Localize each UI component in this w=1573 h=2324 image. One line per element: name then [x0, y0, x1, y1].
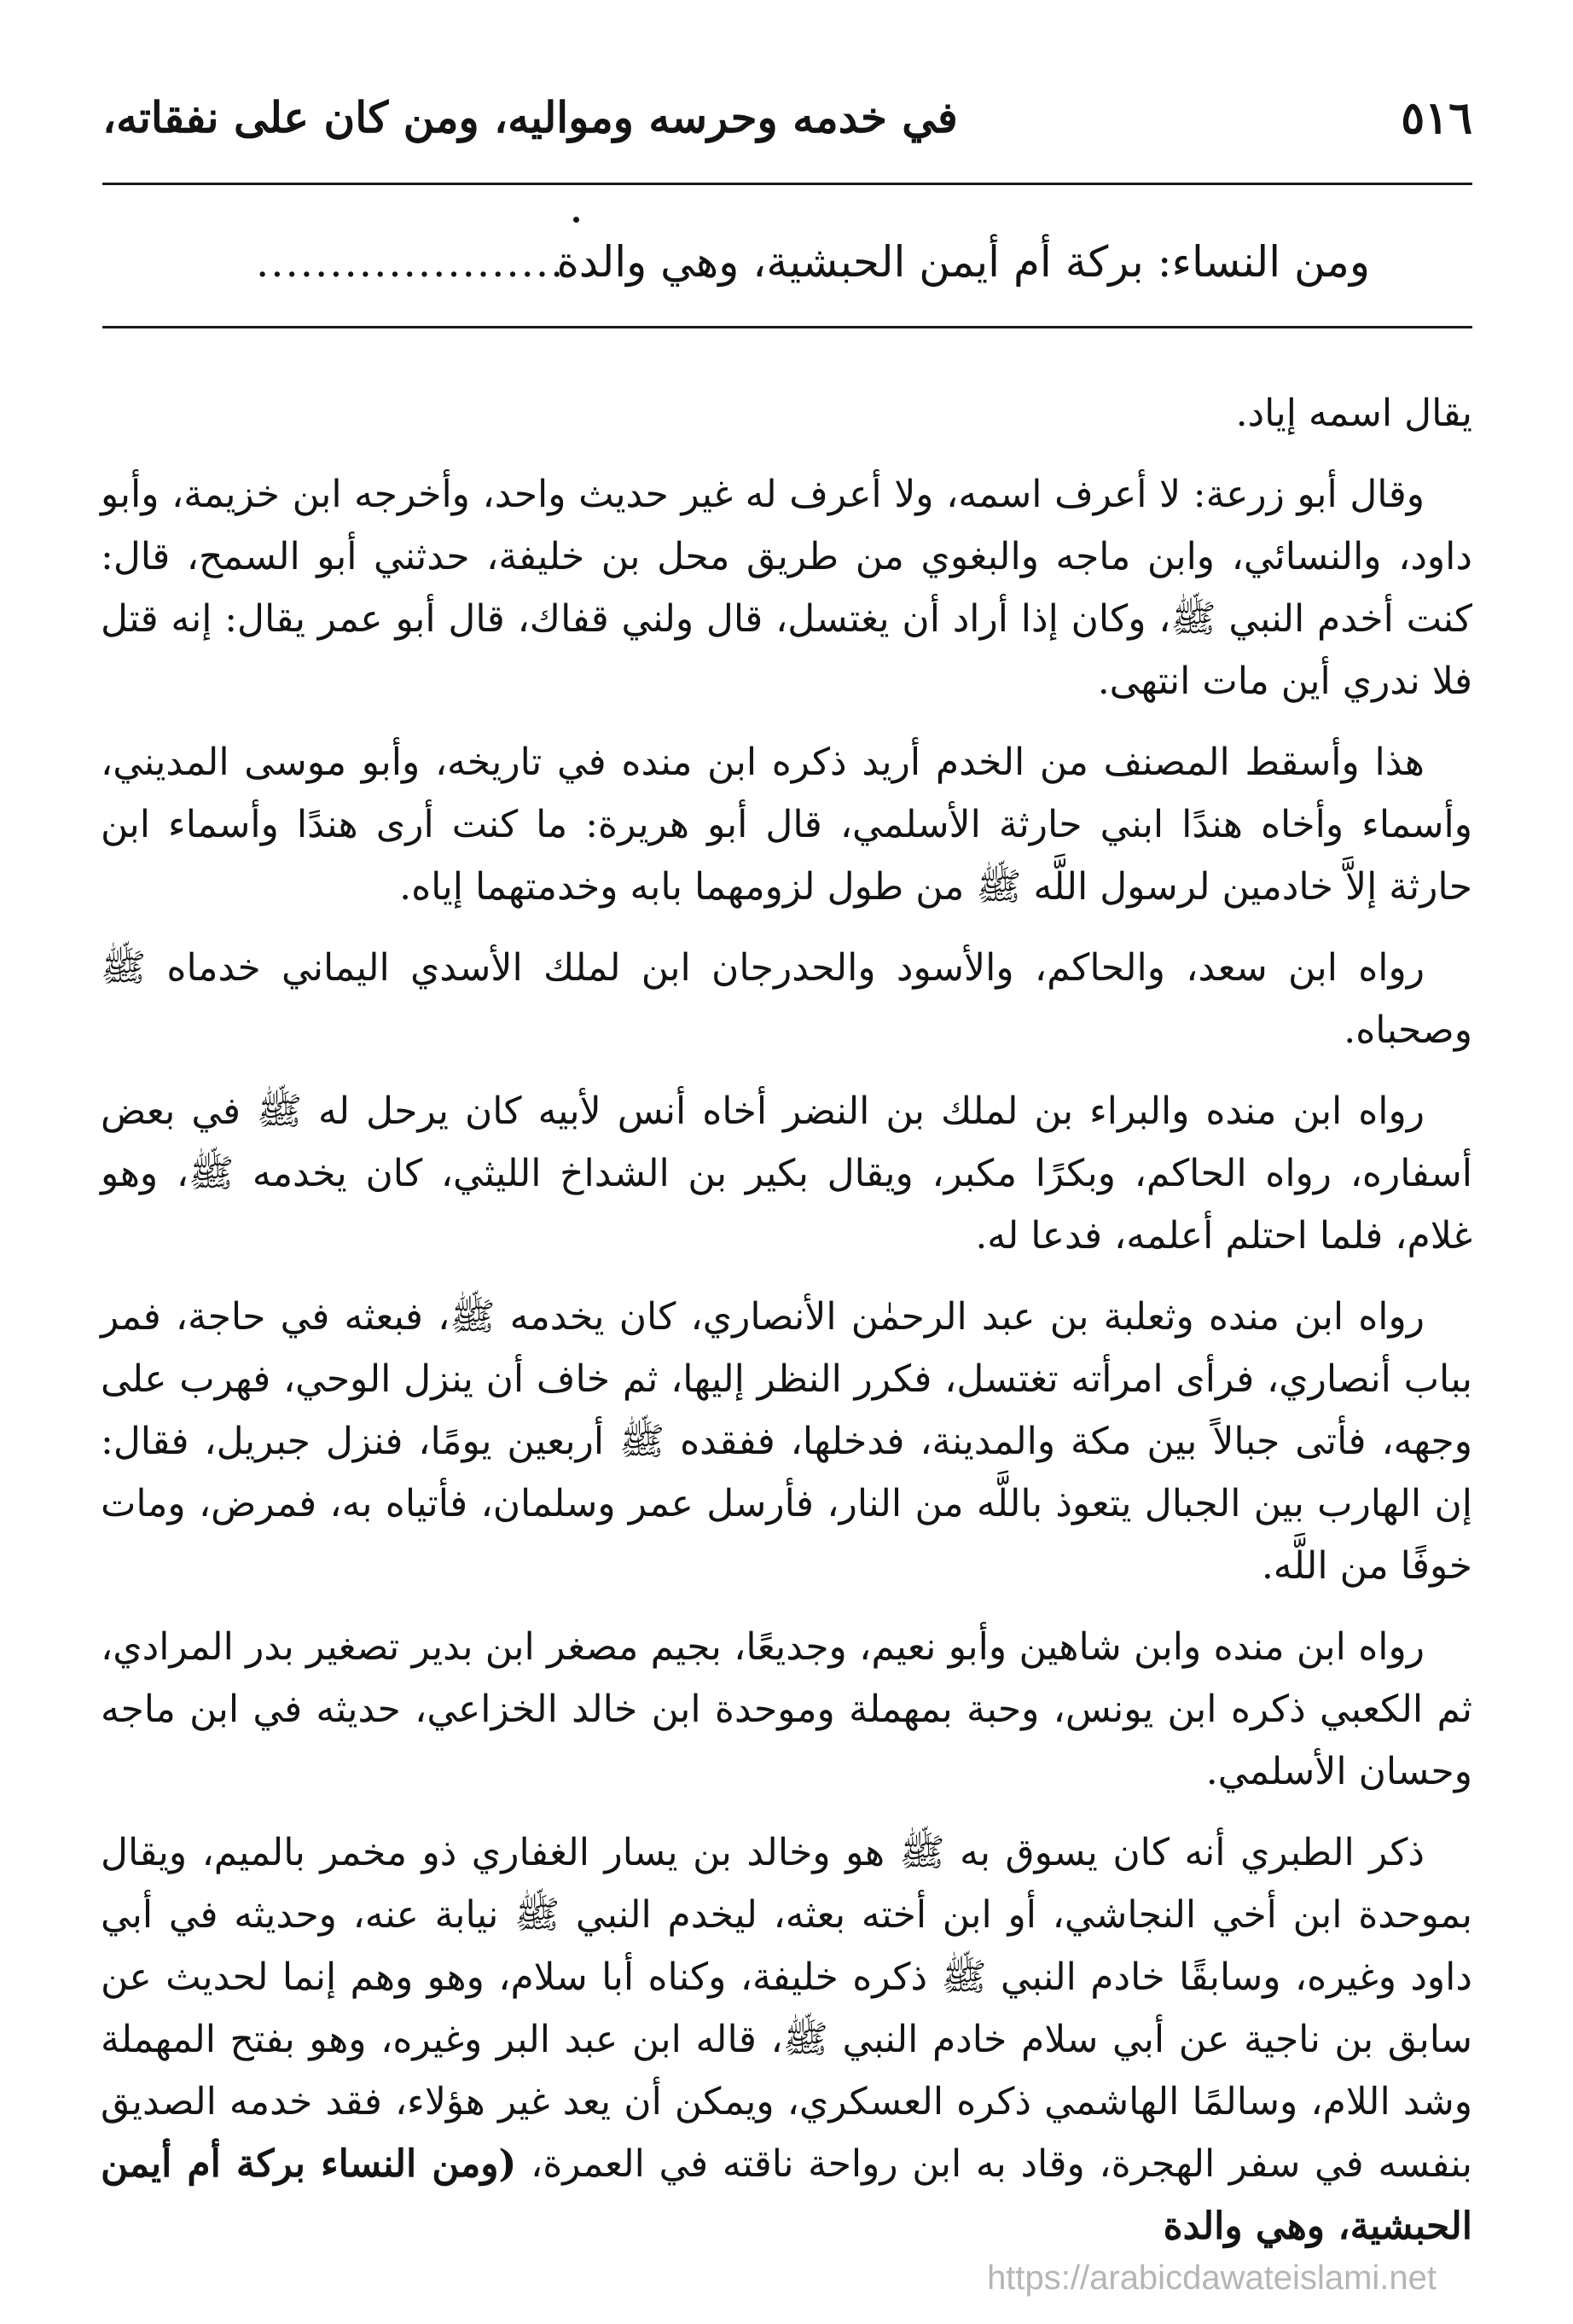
paragraph: هذا وأسقط المصنف من الخدم أريد ذكره ابن منده في تاريخه، وأبو موسى المديني، وأسماء وأخاه هندًا ابني حارثة الأسلمي، قال أبو هريرة: ما كنت أرى هندًا وأسماء ابن حارثة إلاَّ خادمين لرسول اللَّه ﷺ من طول لزومهما بابه وخدمتهما إياه.: [101, 741, 1472, 909]
dot-mark: [573, 217, 579, 223]
watermark-url: https://arabicdawateislami.net: [987, 2259, 1437, 2297]
paragraph-text: ذكر الطبري أنه كان يسوق به ﷺ هو وخالد بن يسار الغفاري ذو مخمر بالميم، ويقال بموحدة ابن أخي النجاشي، أو ابن أخته بعثه، ليخدم النبي ﷺ نيابة عنه، وحديثه في أبي داود وغيره، وسابقًا خادم النبي ﷺ ذكره خليفة، وكناه أبا سلام، وهو وهم إنما لحديث عن سابق بن ناجية عن أبي سلام خادم النبي ﷺ، قاله ابن عبد البر وغيره، وهو بفتح المهملة وشد اللام، وسالمًا الهاشمي ذكره العسكري، ويمكن أن يعد غير هؤلاء، فقد خدمه الصديق بنفسه في سفر الهجرة، وقاد به ابن رواحة ناقته في العمرة،: [101, 1831, 1472, 2186]
page-number: ٥١٦: [1401, 92, 1472, 144]
running-title: في خدمه وحرسه ومواليه، ومن كان على نفقاته،: [102, 92, 958, 142]
matn-quote-dots: .....................: [256, 239, 566, 287]
paragraph: وقال أبو زرعة: لا أعرف اسمه، ولا أعرف له غير حديث واحد، وأخرجه ابن خزيمة، وأبو داود، والنسائي، وابن ماجه والبغوي من طريق محل بن خليفة، حدثني أبو السمح، قال: كنت أخدم النبي ﷺ، وكان إذا أراد أن يغتسل، قال ولني قفاك، قال أبو عمر يقال: إنه قتل فلا ندري أين مات انتهى.: [101, 473, 1472, 703]
header-rule: [102, 183, 1472, 185]
paragraph: [101, 1821, 1472, 2257]
paragraph: رواه ابن منده وثعلبة بن عبد الرحمٰن الأنصاري، كان يخدمه ﷺ، فبعثه في حاجة، فمر بباب أنصاري، فرأى امرأته تغتسل، فكرر النظر إليها، ثم خاف أن ينزل الوحي، فهرب على وجهه، فأتى جبالاً بين مكة والمدينة، فدخلها، ففقده ﷺ أربعين يومًا، فنزل جبريل، فقال: إن الهارب بين الجبال يتعوذ باللَّه من النار، فأرسل عمر وسلمان، فأتياه به، فمرض، ومات خوفًا من اللَّه.: [101, 1295, 1472, 1588]
matn-rule: [102, 326, 1472, 328]
paragraph: يقال اسمه إياد.: [1235, 392, 1472, 435]
matn-quote: ومن النساء: بركة أم أيمن الحبشية، وهي والدة: [556, 237, 1370, 287]
paragraph: رواه ابن منده وابن شاهين وأبو نعيم، وجديعًا، بجيم مصغر ابن بدير تصغير بدر المرادي، ثم الكعبي ذكره ابن يونس، وحبة بمهملة وموحدة ابن خالد الخزاعي، حديثه في ابن ماجه وحسان الأسلمي.: [101, 1625, 1472, 1793]
commentary-body: [101, 382, 1472, 2257]
paragraph: رواه ابن سعد، والحاكم، والأسود والحدرجان ابن لملك الأسدي اليماني خدماه ﷺ وصحباه.: [101, 946, 1472, 1052]
paragraph: رواه ابن منده والبراء بن لملك بن النضر أخاه أنس لأبيه كان يرحل له ﷺ في بعض أسفاره، رواه الحاكم، وبكرًا مكبر، ويقال بكير بن الشداخ الليثي، كان يخدمه ﷺ، وهو غلام، فلما احتلم أعلمه، فدعا له.: [101, 1089, 1472, 1258]
running-head: [102, 92, 1472, 169]
closing-quote: (ومن النساء بركة أم أيمن الحبشية، وهي والدة: [101, 2142, 1472, 2248]
